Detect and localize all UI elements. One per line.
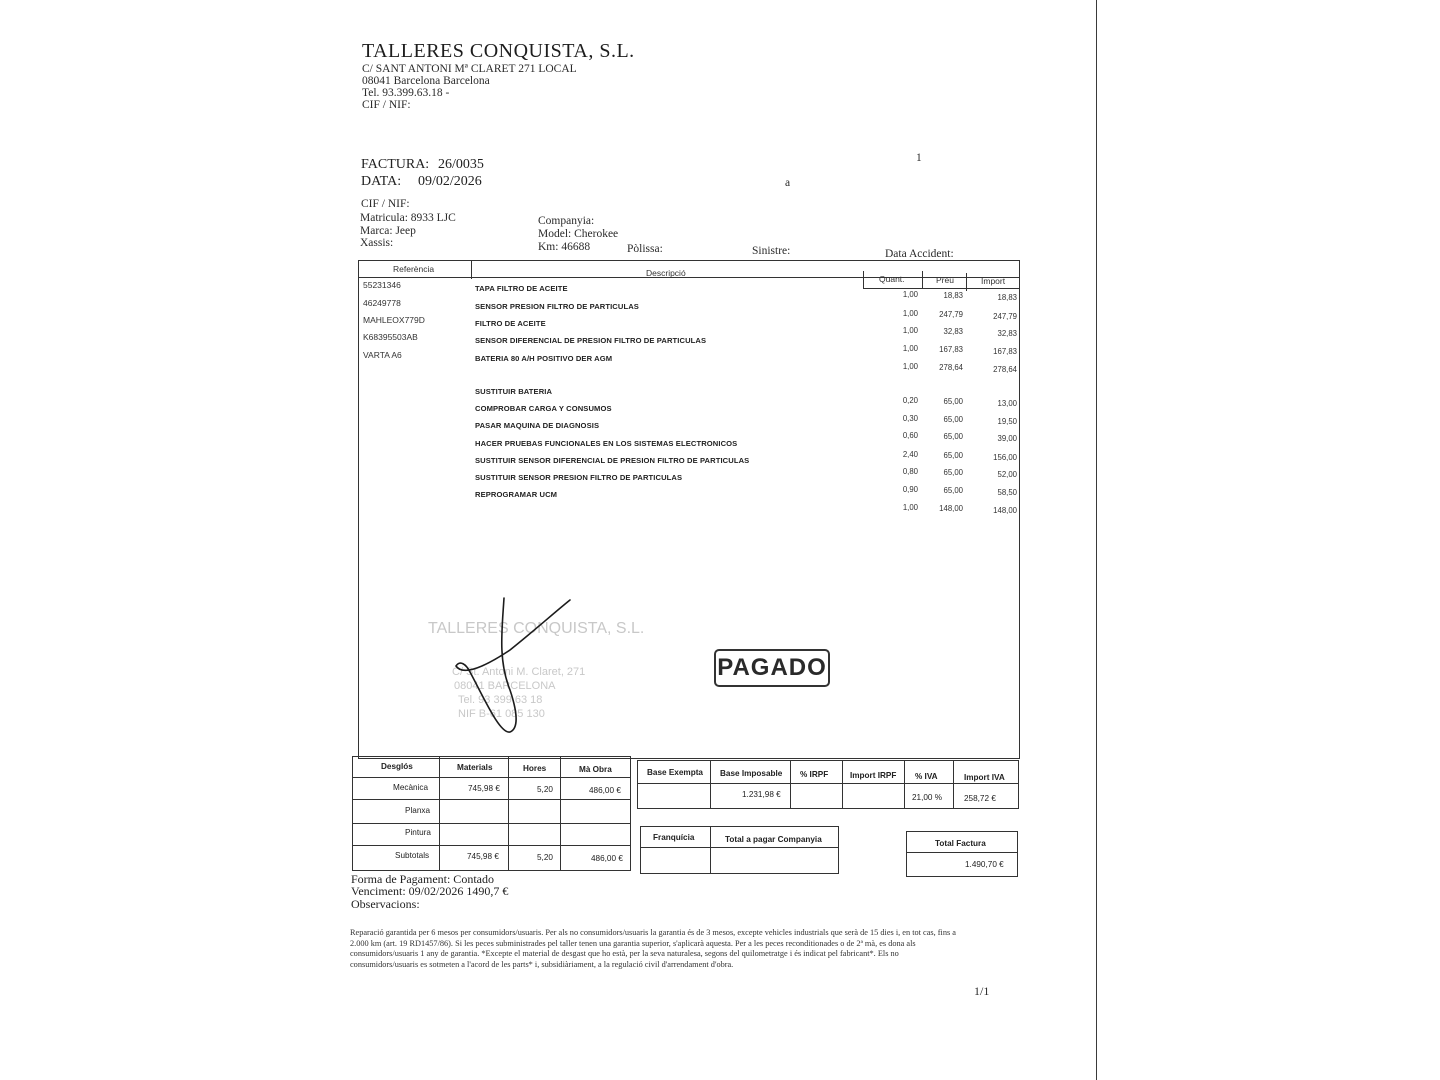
breakdown-hl-4	[353, 845, 630, 846]
breakdown-mecanica-hores: 5,20	[537, 785, 553, 794]
page-mark: 1	[916, 152, 922, 164]
item-import: 156,00	[993, 453, 1017, 462]
franchise-hl	[641, 847, 838, 848]
paid-stamp: PAGADO	[714, 649, 830, 687]
item-description: TAPA FILTRO DE ACEITE	[475, 284, 568, 293]
item-import: 18,83	[997, 293, 1017, 302]
header-underline-right	[863, 288, 1019, 289]
vehicle-km: Km: 46688	[538, 241, 591, 253]
vehicle-brand: Marca: Jeep	[360, 225, 416, 237]
item-description: PASAR MAQUINA DE DIAGNOSIS	[475, 421, 600, 430]
item-price: 65,00	[943, 486, 963, 495]
breakdown-sep-1	[439, 757, 440, 870]
observations: Observacions:	[351, 897, 420, 911]
breakdown-header-desglos: Desglós	[381, 762, 413, 771]
tax-header-import-iva: Import IVA	[964, 773, 1005, 782]
franchise-sep	[710, 827, 711, 873]
breakdown-header-hores: Hores	[523, 764, 547, 773]
breakdown-row-subtotals: Subtotals	[395, 851, 430, 860]
invoice-number-label: FACTURA:	[361, 157, 430, 172]
col-sep-quant	[922, 271, 923, 289]
header-description: Descripció	[646, 268, 686, 278]
item-quantity: 0,60	[902, 431, 918, 440]
item-import: 13,00	[997, 399, 1017, 408]
item-price: 65,00	[943, 468, 963, 477]
stamp-ghost-line: Tel. 93 399 63 18	[458, 694, 543, 706]
item-price: 167,83	[939, 345, 963, 354]
item-price: 148,00	[939, 504, 963, 513]
tax-header-base-exempta: Base Exempta	[647, 768, 703, 777]
item-description: COMPROBAR CARGA Y CONSUMOS	[475, 404, 612, 413]
company-phone: Tel. 93.399.63.18 -	[362, 87, 450, 99]
col-sep-ref	[471, 261, 472, 279]
item-price: 32,83	[943, 327, 963, 336]
item-import: 19,50	[997, 417, 1017, 426]
item-quantity: 1,00	[902, 290, 918, 299]
tax-header-pct-irpf: % IRPF	[800, 770, 829, 779]
client-cif: CIF / NIF:	[361, 198, 410, 210]
page-edge-line	[1096, 0, 1097, 1080]
tax-hl	[638, 783, 1018, 784]
item-quantity: 1,00	[902, 326, 918, 335]
item-description: BATERIA 80 A/H POSITIVO DER AGM	[475, 354, 613, 363]
signature	[440, 590, 590, 740]
item-import: 52,00	[997, 470, 1017, 479]
item-quantity: 1,00	[902, 503, 918, 512]
invoice-date: 09/02/2026	[418, 174, 482, 189]
breakdown-row-pintura: Pintura	[405, 828, 431, 837]
tax-header-base-imposable: Base Imposable	[720, 769, 783, 778]
breakdown-mecanica-ma-obra: 486,00 €	[589, 786, 621, 795]
item-price: 65,00	[943, 415, 963, 424]
vehicle-chassis: Xassis:	[360, 237, 394, 249]
vehicle-plate: Matricula: 8933 LJC	[360, 212, 456, 224]
breakdown-row-planxa: Planxa	[405, 806, 431, 815]
breakdown-subtotal-hores: 5,20	[537, 853, 553, 862]
item-import: 247,79	[993, 312, 1017, 321]
item-reference: 55231346	[363, 280, 401, 290]
breakdown-subtotal-materials: 745,98 €	[467, 852, 499, 861]
header-reference: Referència	[393, 264, 435, 274]
item-price: 278,64	[939, 363, 963, 372]
company-name: TALLERES CONQUISTA, S.L.	[362, 40, 635, 62]
company-city: 08041 Barcelona Barcelona	[362, 75, 490, 87]
breakdown-sep-2	[508, 757, 509, 870]
invoice-date-label: DATA:	[361, 174, 402, 189]
due-date: Venciment: 09/02/2026 1490,7 €	[351, 884, 509, 898]
item-price: 247,79	[939, 310, 963, 319]
item-description: SENSOR DIFERENCIAL DE PRESION FILTRO DE PARTICULAS	[475, 336, 707, 345]
header-price: Preu	[936, 275, 954, 285]
item-price: 65,00	[943, 397, 963, 406]
company-cif: CIF / NIF:	[362, 99, 411, 111]
item-price: 65,00	[943, 432, 963, 441]
tax-sep-5	[953, 761, 954, 808]
item-import: 278,64	[993, 365, 1017, 374]
breakdown-header-materials: Materials	[457, 763, 493, 772]
breakdown-table	[352, 756, 631, 871]
item-price: 18,83	[943, 291, 963, 300]
item-description: SENSOR PRESION FILTRO DE PARTICULAS	[475, 302, 639, 311]
item-import: 167,83	[993, 347, 1017, 356]
item-description: SUSTITUIR BATERIA	[475, 387, 553, 396]
item-reference: MAHLEOX779D	[363, 315, 425, 325]
company-address: C/ SANT ANTONI Mª CLARET 271 LOCAL	[362, 63, 577, 75]
item-quantity: 1,00	[902, 362, 918, 371]
tax-header-pct-iva: % IVA	[915, 772, 938, 781]
payment-method: Forma de Pagament: Contado	[351, 872, 494, 886]
item-quantity: 0,80	[902, 467, 918, 476]
tax-sep-4	[904, 761, 905, 808]
item-quantity: 2,40	[902, 450, 918, 459]
franchise-table	[640, 826, 839, 874]
total-label: Total Factura	[935, 839, 986, 848]
item-reference: K68395503AB	[363, 332, 418, 342]
scan-mark: a	[785, 177, 791, 189]
item-reference: VARTA A6	[363, 350, 402, 360]
claim: Sinistre:	[752, 245, 791, 257]
stamp-ghost-line: TALLERES CONQUISTA, S.L.	[428, 620, 645, 637]
tax-header-import-irpf: Import IRPF	[850, 771, 897, 780]
tax-import-iva: 258,72 €	[964, 794, 996, 803]
item-description: REPROGRAMAR UCM	[475, 490, 558, 499]
breakdown-header-ma-obra: Mà Obra	[579, 765, 612, 774]
col-sep-desc	[863, 271, 864, 289]
breakdown-hl-2	[353, 799, 630, 800]
total-hl	[907, 852, 1017, 853]
item-description: SUSTITUIR SENSOR PRESION FILTRO DE PARTICULAS	[475, 473, 683, 482]
item-quantity: 1,00	[902, 344, 918, 353]
tax-base-imposable: 1.231,98 €	[742, 790, 781, 799]
tax-sep-3	[842, 761, 843, 808]
item-description: SUSTITUIR SENSOR DIFERENCIAL DE PRESION FILTRO DE PARTICULAS	[475, 456, 750, 465]
breakdown-row-mecanica: Mecànica	[393, 783, 429, 792]
policy: Pòlissa:	[627, 243, 663, 255]
tax-pct-iva: 21,00 %	[912, 793, 943, 802]
page-number: 1/1	[974, 984, 990, 998]
item-quantity: 0,20	[902, 396, 918, 405]
item-description: HACER PRUEBAS FUNCIONALES EN LOS SISTEMAS ELECTRONICOS	[475, 439, 738, 448]
item-reference: 46249778	[363, 298, 401, 308]
stamp-ghost-line: 08041 BARCELONA	[454, 680, 556, 692]
insurance-company: Companyia:	[538, 215, 595, 227]
breakdown-hl-1	[353, 777, 630, 778]
item-import: 148,00	[993, 506, 1017, 515]
breakdown-subtotal-ma-obra: 486,00 €	[591, 854, 623, 863]
breakdown-mecanica-materials: 745,98 €	[468, 784, 500, 793]
item-quantity: 0,90	[902, 485, 918, 494]
accident-date: Data Accident:	[885, 248, 954, 260]
item-quantity: 0,30	[902, 414, 918, 423]
tax-table	[637, 760, 1019, 809]
header-quantity: Quant.	[879, 274, 905, 284]
header-import: Import	[981, 276, 1006, 286]
total-box	[906, 831, 1018, 877]
breakdown-hl-3	[353, 823, 630, 824]
item-price: 65,00	[943, 451, 963, 460]
item-import: 32,83	[997, 329, 1017, 338]
vehicle-model: Model: Cherokee	[538, 228, 619, 240]
tax-sep-1	[710, 761, 711, 808]
total-value: 1.490,70 €	[965, 860, 1004, 869]
tax-sep-2	[790, 761, 791, 808]
item-quantity: 1,00	[902, 309, 918, 318]
franchise-label: Franquícia	[653, 833, 695, 842]
breakdown-sep-3	[560, 757, 561, 870]
invoice-number: 26/0035	[438, 157, 484, 172]
stamp-ghost-line: NIF B-61 085 130	[458, 708, 545, 720]
company-total-label: Total a pagar Companyia	[725, 835, 822, 844]
warranty-text: Reparació garantida per 6 mesos per consumidors/usuaris. Per als no consumidors/usuaris la garantia és de 3 mesos, excepte vehicles industrials que serà de 15 dies i, en tot cas, fins a 2.000 km (art. 19 RD1457/86). Si les peces subministrades pel taller tenen una garantia superior, s'aplicarà aquesta. Per a les peces reconditionades o de 2ª mà, es dona als consumidors/usuaris 1 any de garantia. *Excepte el material de desgast que ho està, per la seva naturalesa, segons del quilometratge i és indicat pel fabricant*. Els no consumidors/usuaris es sotmeten a l'acord de les parts* i, subsidiàriament, a la regulació civil d'arrendament d'obra.	[350, 928, 956, 969]
item-import: 39,00	[997, 434, 1017, 443]
item-import: 58,50	[997, 488, 1017, 497]
item-description: FILTRO DE ACEITE	[475, 319, 546, 328]
stamp-ghost-line: C/ St. Antoni M. Claret, 271	[452, 666, 586, 678]
